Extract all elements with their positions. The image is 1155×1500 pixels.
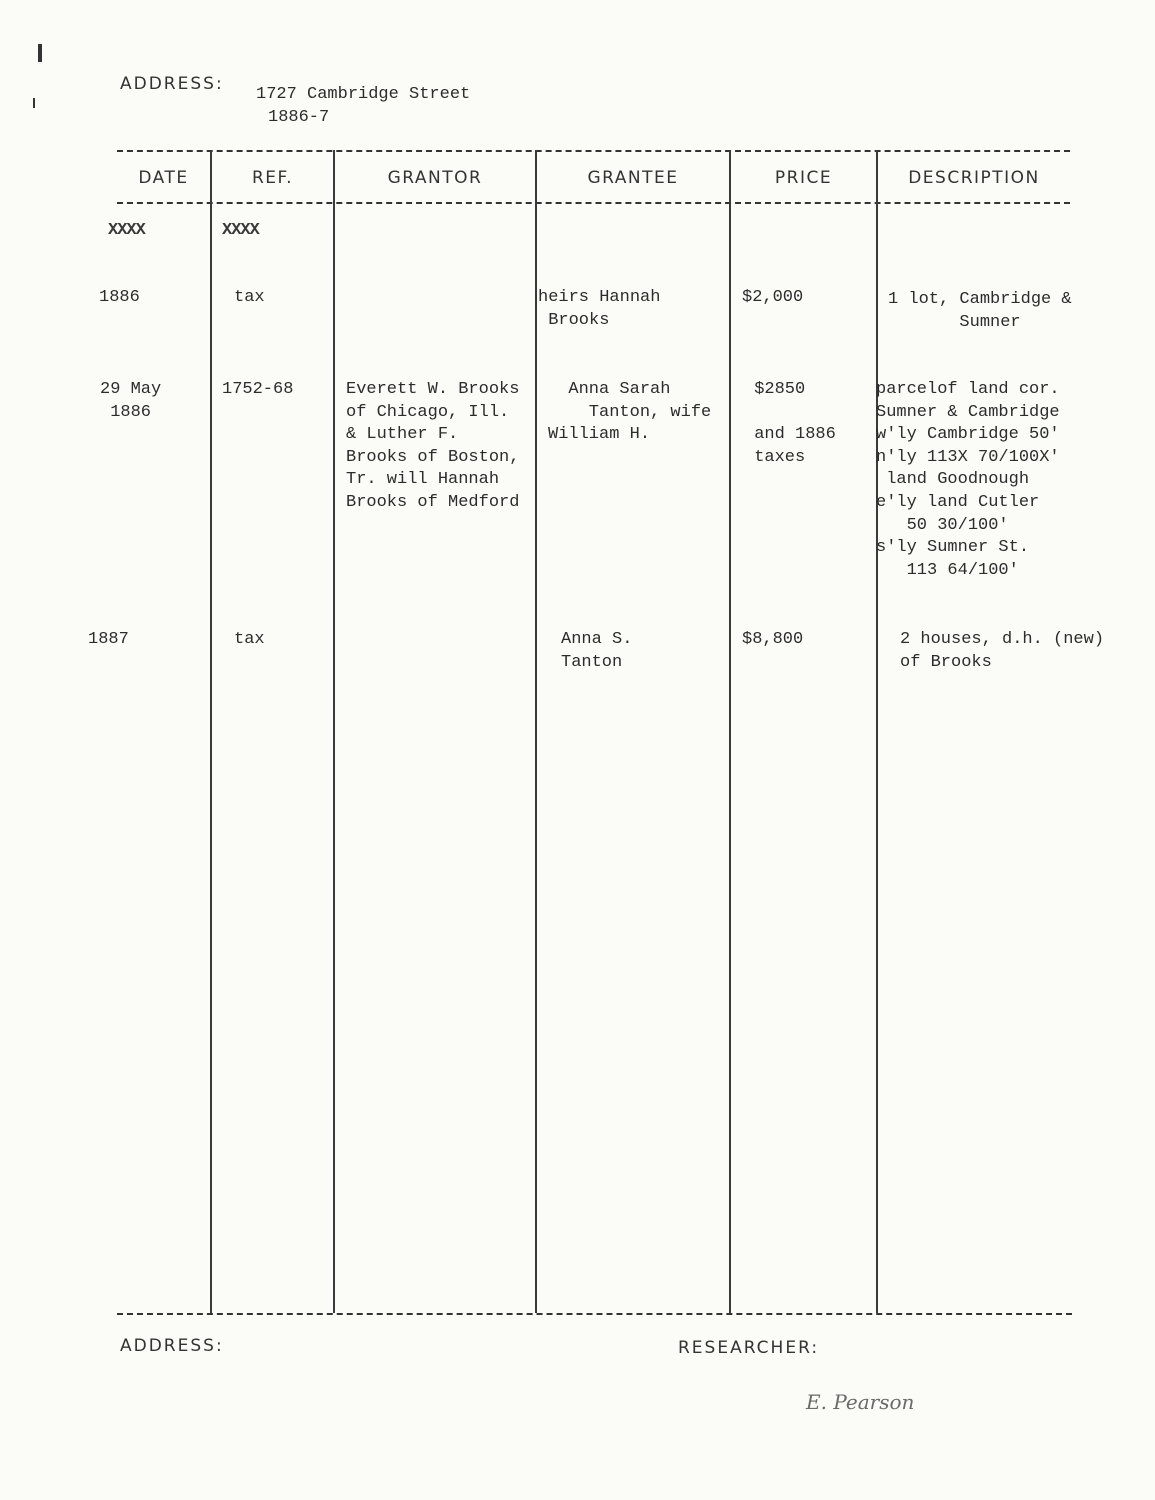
row-3-ref: tax <box>234 630 265 649</box>
struck-date: XXXX <box>108 221 145 240</box>
row-1-ref: tax <box>234 288 265 307</box>
row-3-price: $8,800 <box>742 630 804 649</box>
row-1-description: 1 lot, Cambridge & Sumner <box>888 290 1072 332</box>
researcher-signature: E. Pearson <box>806 1390 915 1414</box>
column-header-grantor: GRANTOR <box>387 168 483 188</box>
row-3-description: 2 houses, d.h. (new) of Brooks <box>900 630 1105 672</box>
row-2-price: $2850 and 1886 taxes <box>754 380 836 467</box>
row-2-grantee: Anna Sarah Tanton, wife William H. <box>548 380 712 445</box>
address-label: ADDRESS: <box>120 74 224 94</box>
row-2-date: 29 May 1886 <box>100 380 162 422</box>
header-bottom-rule <box>117 202 1070 204</box>
researcher-label: RESEARCHER: <box>678 1338 820 1358</box>
year-range: 1886-7 <box>268 108 330 127</box>
struck-ref: XXXX <box>222 221 259 240</box>
column-divider <box>729 150 731 1313</box>
column-header-date: DATE <box>138 168 189 188</box>
column-header-price: PRICE <box>774 168 833 188</box>
table-bottom-rule <box>117 1313 1072 1315</box>
row-3-date: 1887 <box>88 630 129 649</box>
row-1-date: 1886 <box>99 288 140 307</box>
column-divider <box>333 150 335 1313</box>
column-header-description: DESCRIPTION <box>908 168 1040 188</box>
column-header-grantee: GRANTEE <box>587 168 679 188</box>
column-divider <box>535 150 537 1313</box>
row-1-grantee: heirs Hannah Brooks <box>538 288 661 330</box>
address-value: 1727 Cambridge Street <box>256 85 471 104</box>
margin-mark <box>38 44 42 62</box>
row-1-price: $2,000 <box>742 288 804 307</box>
column-header-ref: REF. <box>251 168 293 188</box>
column-divider <box>210 150 212 1313</box>
column-divider <box>876 150 878 1313</box>
row-2-ref: 1752-68 <box>222 380 294 399</box>
margin-mark <box>33 98 35 108</box>
row-2-description: parcelof land cor. Sumner & Cambridge w'ly Cambridge 50' n'ly 113X 70/100X' land Goodnough e'ly land Cutler 50 30/100' s'ly Sumner St. 113 64/100' <box>876 380 1060 580</box>
row-3-grantee: Anna S. Tanton <box>561 630 633 672</box>
footer-address-label: ADDRESS: <box>120 1336 224 1356</box>
row-2-grantor: Everett W. Brooks of Chicago, Ill. & Luther F. Brooks of Boston, Tr. will Hannah Brooks of Medford <box>346 380 520 512</box>
table-top-rule <box>117 150 1070 152</box>
